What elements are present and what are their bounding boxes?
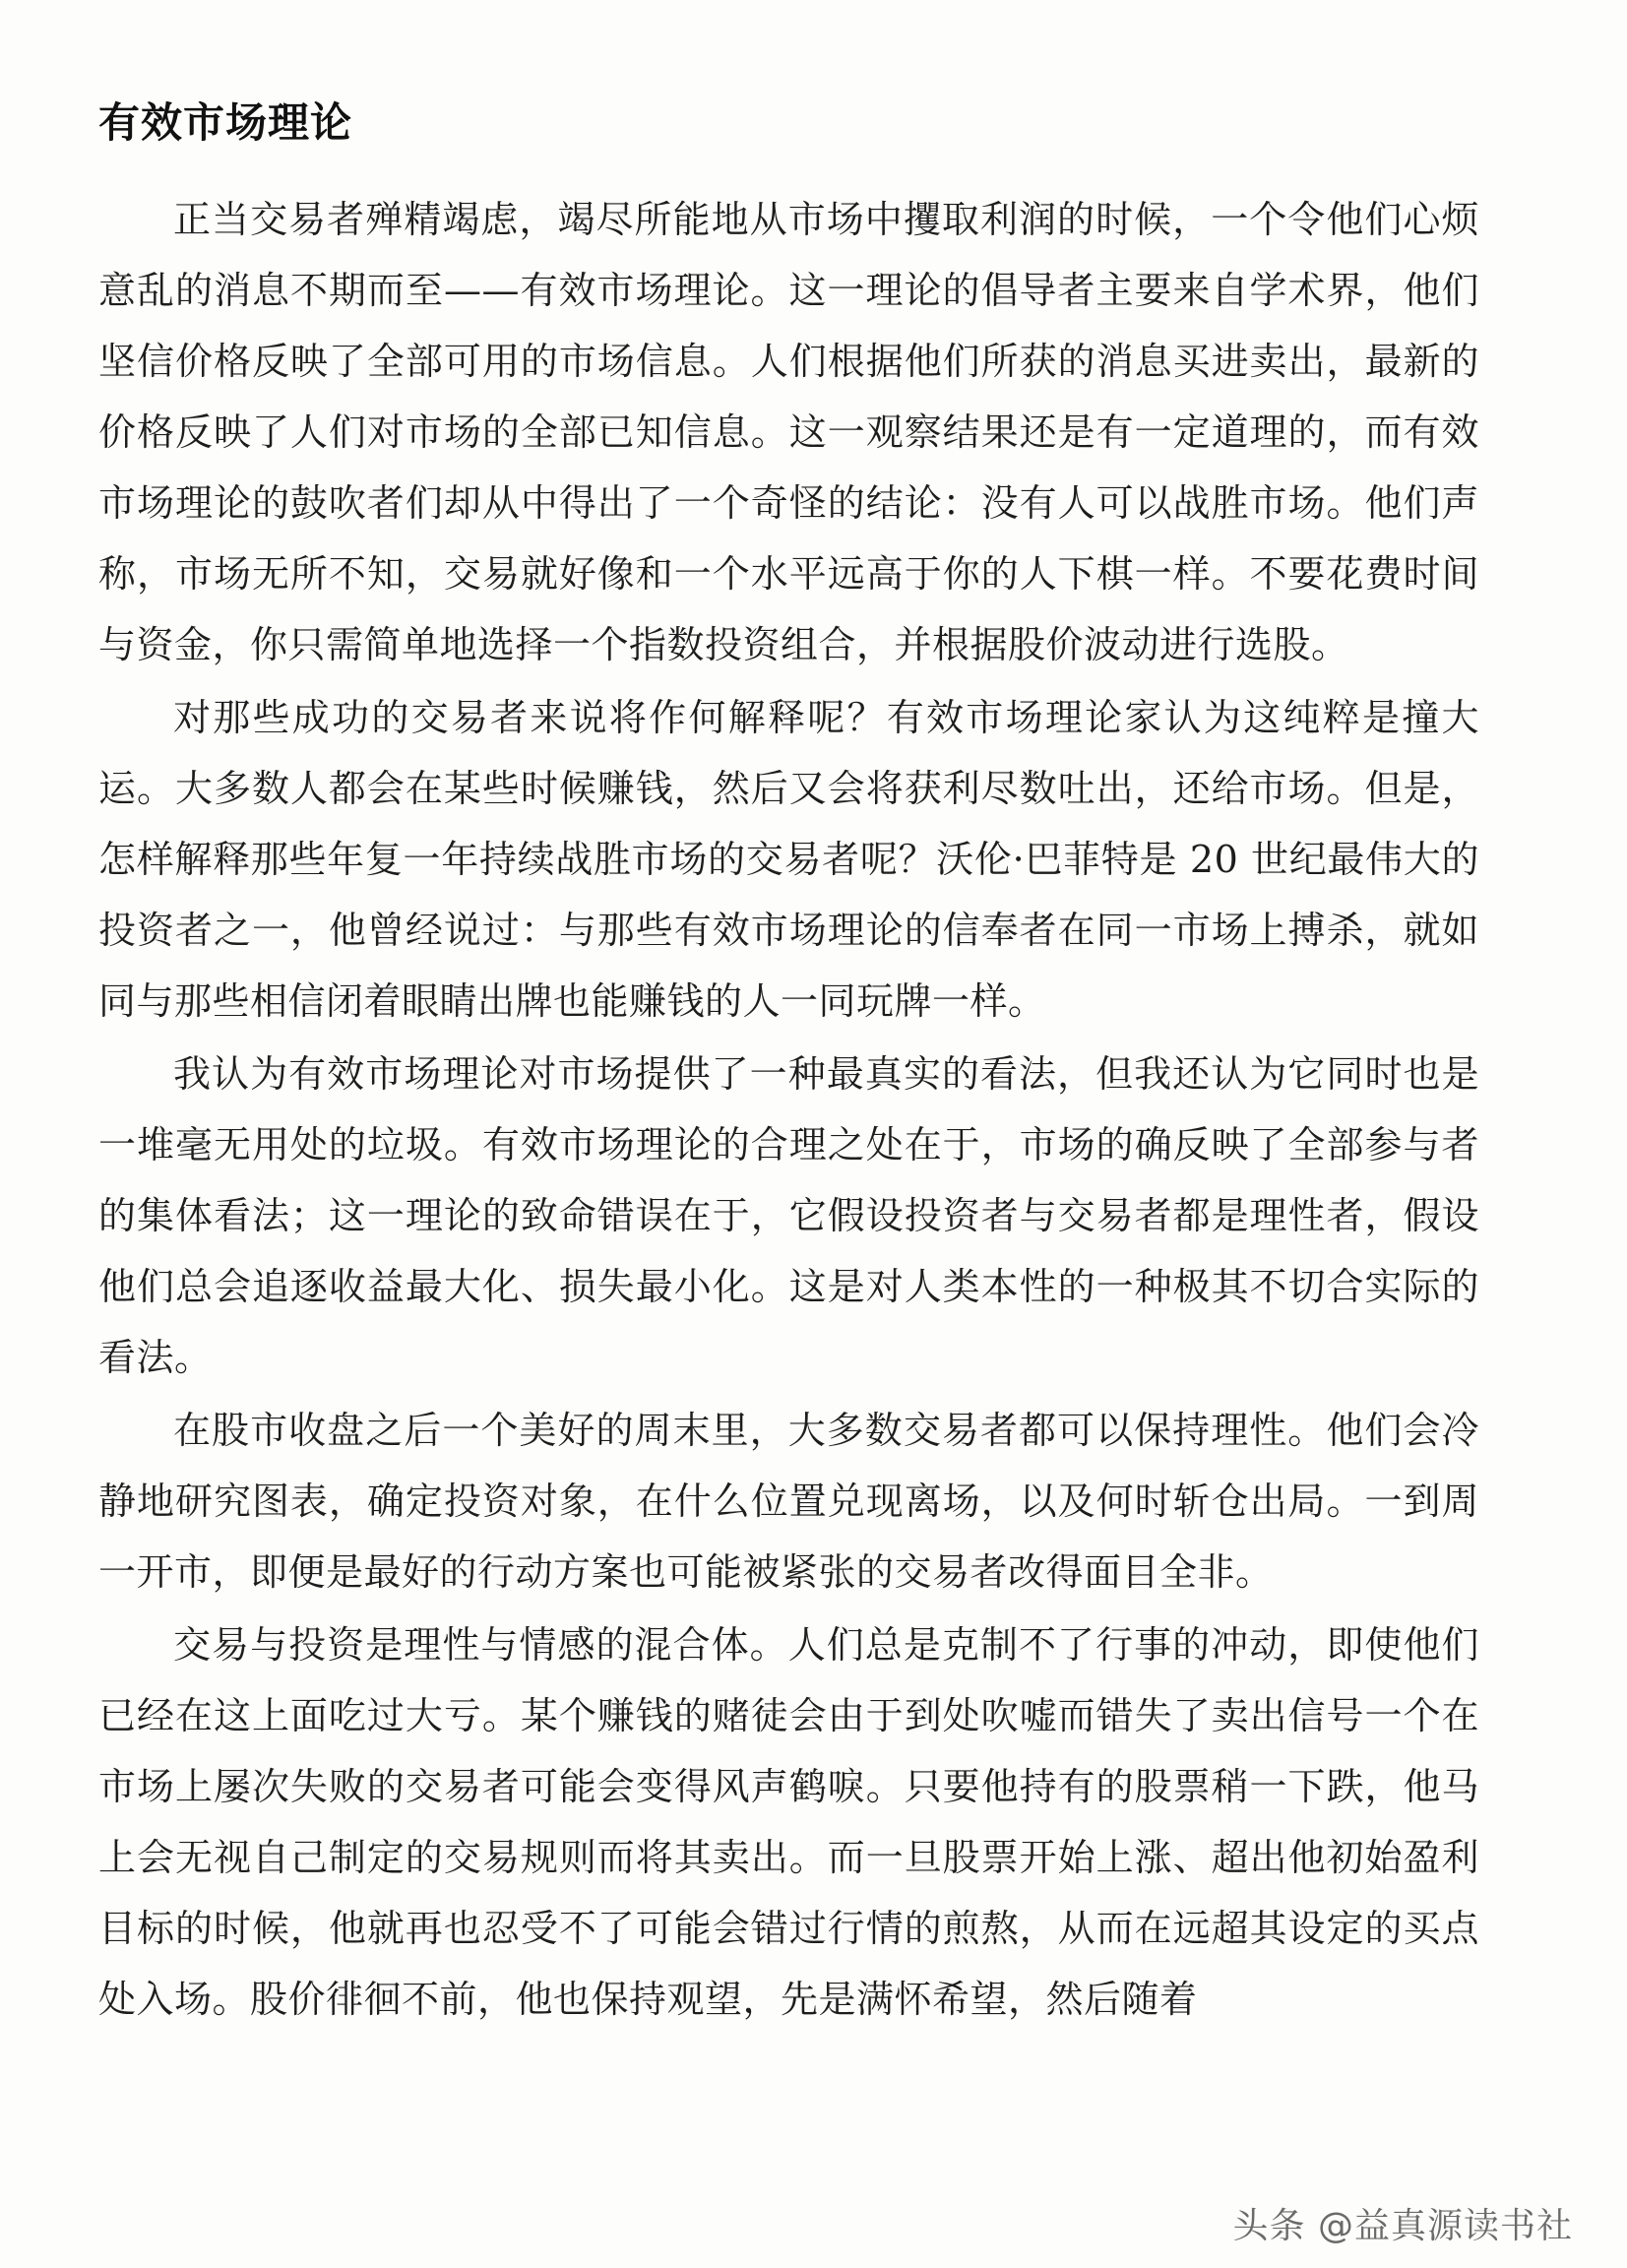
paragraph-2: 对那些成功的交易者来说将作何解释呢？有效市场理论家认为这纯粹是撞大运。大多数人都会在某些时候赚钱，然后又会将获利尽数吐出，还给市场。但是，怎样解释那些年复一年持续战胜市场的交易者呢？沃伦·巴菲特是 20 世纪最伟大的投资者之一，他曾经说过：与那些有效市场理论的信奉者在同一市场上搏杀，就如同与那些相信闭着眼睛出牌也能赚钱的人一同玩牌一样。 [98, 696, 1479, 1023]
paragraph-1: 正当交易者殚精竭虑，竭尽所能地从市场中攫取利润的时候，一个令他们心烦意乱的消息不期而至——有效市场理论。这一理论的倡导者主要来自学术界，他们坚信价格反映了全部可用的市场信息。人们根据他们所获的消息买进卖出，最新的价格反映了人们对市场的全部已知信息。这一观察结果还是有一定道理的，而有效市场理论的鼓吹者们却从中得出了一个奇怪的结论：没有人可以战胜市场。他们声称，市场无所不知，交易就好像和一个水平远高于你的人下棋一样。不要花费时间与资金，你只需简单地选择一个指数投资组合，并根据股价波动进行选股。 [98, 198, 1479, 666]
watermark-label: 头条 @益真源读书社 [1232, 2206, 1573, 2246]
paragraph-5: 交易与投资是理性与情感的混合体。人们总是克制不了行事的冲动，即使他们已经在这上面吃过大亏。某个赚钱的赌徒会由于到处吹嘘而错失了卖出信号一个在市场上屡次失败的交易者可能会变得风声鹤唳。只要他持有的股票稍一下跌，他马上会无视自己制定的交易规则而将其卖出。而一旦股票开始上涨、超出他初始盈利目标的时候，他就再也忍受不了可能会错过行情的煎熬，从而在远超其设定的买点处入场。股价徘徊不前，他也保持观望，先是满怀希望，然后随着 [98, 1623, 1479, 2021]
paragraph-3: 我认为有效市场理论对市场提供了一种最真实的看法，但我还认为它同时也是一堆毫无用处的垃圾。有效市场理论的合理之处在于，市场的确反映了全部参与者的集体看法；这一理论的致命错误在于，它假设投资者与交易者都是理性者，假设他们总会追逐收益最大化、损失最小化。这是对人类本性的一种极其不切合实际的看法。 [98, 1052, 1479, 1379]
paragraph-4: 在股市收盘之后一个美好的周末里，大多数交易者都可以保持理性。他们会冷静地研究图表，确定投资对象，在什么位置兑现离场，以及何时斩仓出局。一到周一开市，即便是最好的行动方案也可能被紧张的交易者改得面目全非。 [98, 1409, 1479, 1594]
section-heading: 有效市场理论 [98, 98, 353, 147]
